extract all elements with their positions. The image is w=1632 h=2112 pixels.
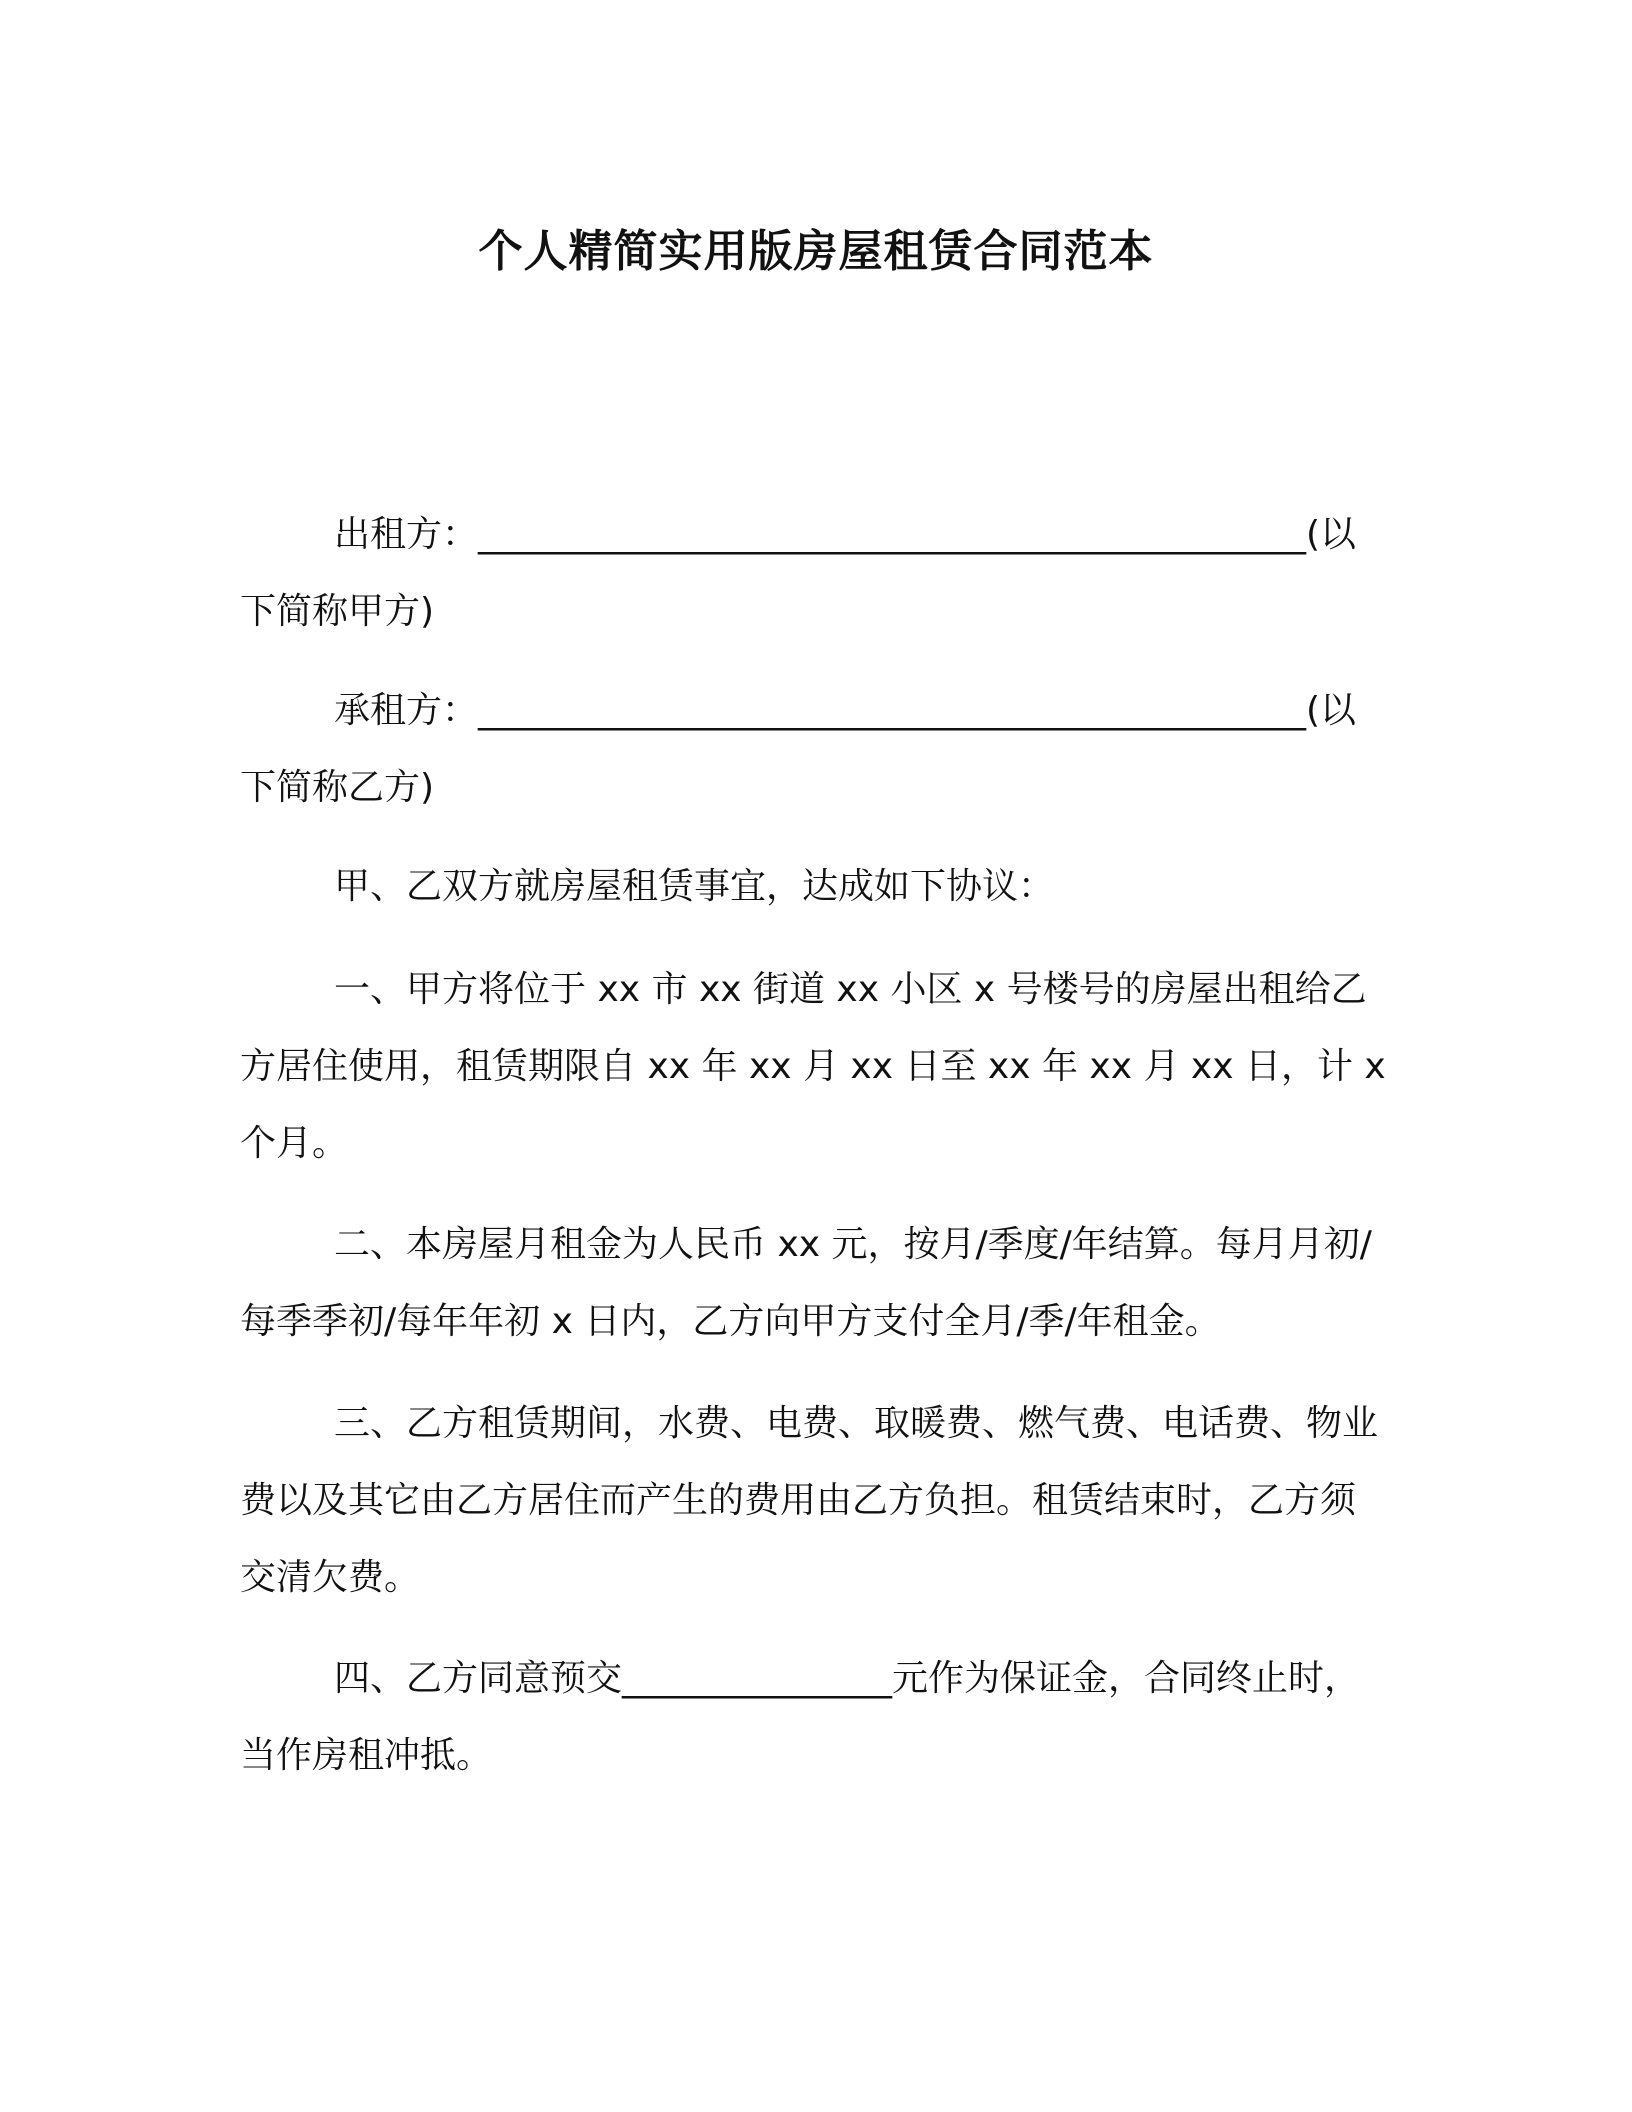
agreement-intro: 甲、乙双方就房屋租赁事宜，达成如下协议： xyxy=(334,866,1055,907)
lessor-line: 出租方：______________________________________________(以下简称甲方) xyxy=(240,514,1357,632)
clause-1: 一、甲方将位于 xx 市 xx 街道 xx 小区 x 号楼号的房屋出租给乙方居住使用，租赁期限自 xx 年 xx 月 xx 日至 xx 年 xx 月 xx 日，计 x 个月。 xyxy=(240,969,1386,1164)
lessee-line: 承租方：______________________________________________(以下简称乙方) xyxy=(240,690,1357,808)
clause-4: 四、乙方同意预交_______________元作为保证金，合同终止时，当作房租冲抵。 xyxy=(240,1658,1361,1776)
clause-2: 二、本房屋月租金为人民币 xx 元，按月/季度/年结算。每月月初/每季季初/每年年初 x 日内，乙方向甲方支付全月/季/年租金。 xyxy=(240,1224,1372,1342)
clause-3: 三、乙方租赁期间，水费、电费、取暖费、燃气费、电话费、物业费以及其它由乙方居住而产生的费用由乙方负担。租赁结束时，乙方须交清欠费。 xyxy=(240,1403,1379,1598)
document-title: 个人精简实用版房屋租赁合同范本 xyxy=(478,226,1154,277)
